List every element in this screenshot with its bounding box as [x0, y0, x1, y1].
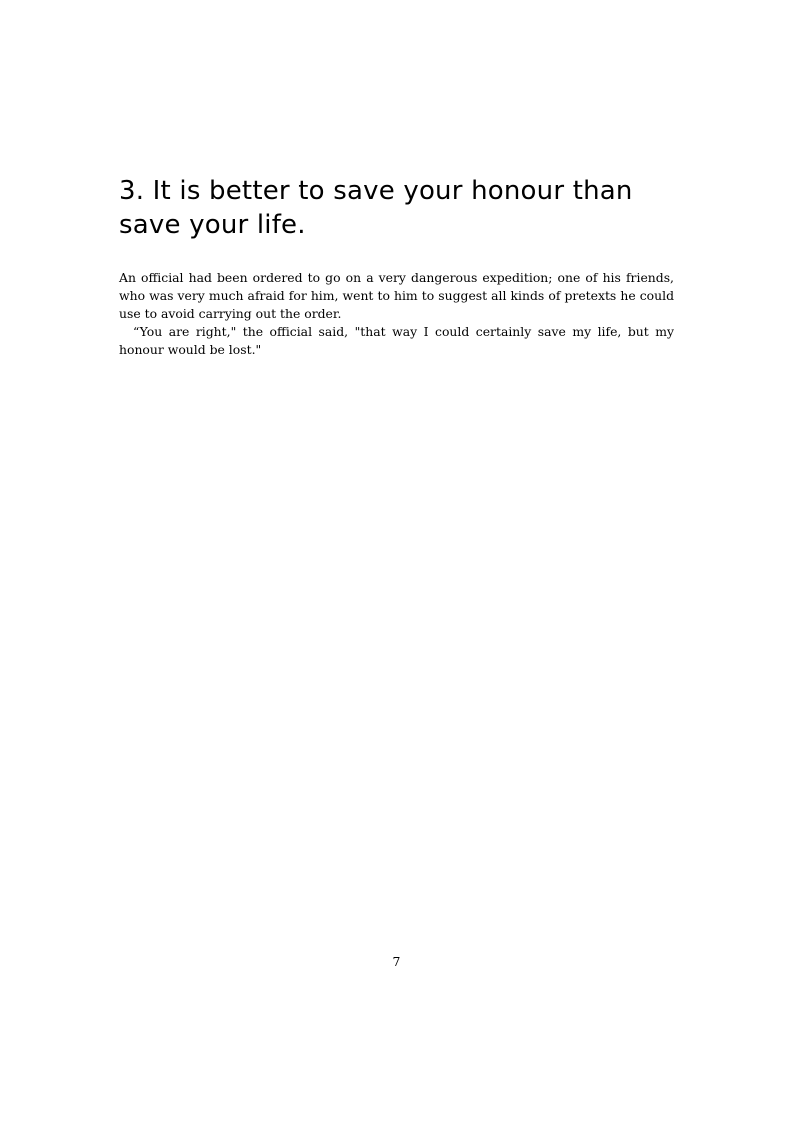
paragraph-1: An official had been ordered to go on a very dangerous expedition; one of his friends, who was very much afraid for him, went to him to suggest all kinds of pretexts he could use to avoid carrying out the order. [119, 270, 674, 321]
chapter-body [119, 269, 674, 359]
chapter-title: 3. It is better to save your honour than save your life. [119, 176, 633, 240]
page-number: 7 [392, 954, 401, 969]
paragraph-2: “You are right," the official said, "that way I could certainly save my life, but my honour would be lost." [119, 324, 674, 357]
